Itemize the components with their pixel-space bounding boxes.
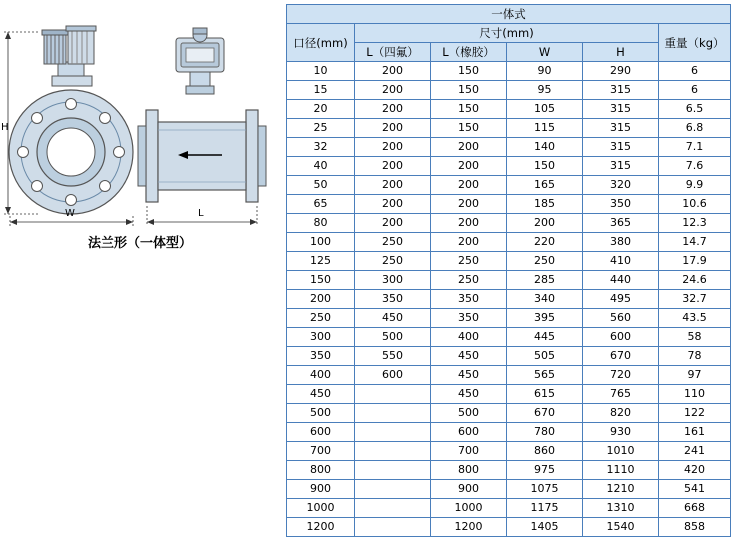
- table-row: [287, 176, 731, 195]
- cell-l-rubber: 900: [431, 480, 507, 499]
- table-row: [287, 328, 731, 347]
- cell-h: 1210: [583, 480, 659, 499]
- column-header-l-rubber: L（橡胶）: [431, 43, 507, 62]
- cell-w: 200: [507, 214, 583, 233]
- table-row: [287, 62, 731, 81]
- cell-l-rubber: 800: [431, 461, 507, 480]
- cell-l-rubber: 150: [431, 119, 507, 138]
- flowmeter-drawing: [0, 0, 284, 240]
- cell-w: 780: [507, 423, 583, 442]
- table-title: 一体式: [287, 5, 731, 24]
- cell-diameter: 300: [287, 328, 355, 347]
- cell-diameter: 700: [287, 442, 355, 461]
- cell-l-ptfe: [355, 499, 431, 518]
- cell-diameter: 150: [287, 271, 355, 290]
- cell-l-ptfe: 550: [355, 347, 431, 366]
- cell-w: 975: [507, 461, 583, 480]
- cell-weight: 14.7: [659, 233, 731, 252]
- cell-h: 670: [583, 347, 659, 366]
- cell-l-rubber: 500: [431, 404, 507, 423]
- column-group-header-size: 尺寸(mm): [355, 24, 659, 43]
- cell-diameter: 350: [287, 347, 355, 366]
- cell-weight: 12.3: [659, 214, 731, 233]
- cell-h: 320: [583, 176, 659, 195]
- cell-w: 115: [507, 119, 583, 138]
- cell-l-ptfe: 200: [355, 176, 431, 195]
- cell-diameter: 900: [287, 480, 355, 499]
- cell-l-ptfe: 300: [355, 271, 431, 290]
- cell-w: 445: [507, 328, 583, 347]
- cell-diameter: 200: [287, 290, 355, 309]
- cell-h: 315: [583, 119, 659, 138]
- cell-weight: 6: [659, 81, 731, 100]
- table-row: [287, 271, 731, 290]
- cell-weight: 6.8: [659, 119, 731, 138]
- cell-diameter: 500: [287, 404, 355, 423]
- cell-h: 365: [583, 214, 659, 233]
- cell-diameter: 10: [287, 62, 355, 81]
- spec-table: [286, 4, 731, 537]
- cell-weight: 6: [659, 62, 731, 81]
- table-row: [287, 347, 731, 366]
- cell-l-rubber: 450: [431, 385, 507, 404]
- cell-l-rubber: 200: [431, 176, 507, 195]
- cell-l-ptfe: 200: [355, 157, 431, 176]
- column-header-diameter: 口径(mm): [287, 24, 355, 62]
- cell-h: 315: [583, 138, 659, 157]
- table-row: [287, 138, 731, 157]
- cell-weight: 17.9: [659, 252, 731, 271]
- cell-diameter: 50: [287, 176, 355, 195]
- cell-l-rubber: 250: [431, 271, 507, 290]
- cell-diameter: 80: [287, 214, 355, 233]
- spec-table-container: [286, 4, 730, 537]
- spec-table-body: [287, 62, 731, 537]
- cell-l-rubber: 600: [431, 423, 507, 442]
- cell-l-ptfe: 350: [355, 290, 431, 309]
- table-row: [287, 119, 731, 138]
- cell-h: 315: [583, 81, 659, 100]
- table-row: [287, 385, 731, 404]
- cell-l-ptfe: [355, 404, 431, 423]
- cell-l-ptfe: 500: [355, 328, 431, 347]
- column-header-h: H: [583, 43, 659, 62]
- cell-l-rubber: 450: [431, 347, 507, 366]
- cell-weight: 122: [659, 404, 731, 423]
- table-row: [287, 404, 731, 423]
- table-row: [287, 195, 731, 214]
- cell-weight: 24.6: [659, 271, 731, 290]
- cell-l-rubber: 350: [431, 309, 507, 328]
- cell-weight: 7.1: [659, 138, 731, 157]
- cell-h: 1010: [583, 442, 659, 461]
- cell-diameter: 125: [287, 252, 355, 271]
- flowmeter-body-side-view: [138, 110, 266, 202]
- cell-l-rubber: 250: [431, 252, 507, 271]
- cell-w: 565: [507, 366, 583, 385]
- cell-l-ptfe: 600: [355, 366, 431, 385]
- cell-l-ptfe: [355, 461, 431, 480]
- cell-l-ptfe: [355, 423, 431, 442]
- cell-l-ptfe: [355, 385, 431, 404]
- table-row: [287, 461, 731, 480]
- cell-l-ptfe: 200: [355, 100, 431, 119]
- cell-h: 290: [583, 62, 659, 81]
- cell-h: 440: [583, 271, 659, 290]
- table-row: [287, 442, 731, 461]
- cell-weight: 241: [659, 442, 731, 461]
- cell-w: 105: [507, 100, 583, 119]
- cell-weight: 541: [659, 480, 731, 499]
- cell-w: 95: [507, 81, 583, 100]
- table-row: [287, 157, 731, 176]
- column-header-weight: 重量（kg）: [659, 24, 731, 62]
- cell-l-ptfe: 450: [355, 309, 431, 328]
- cell-w: 90: [507, 62, 583, 81]
- cell-w: 250: [507, 252, 583, 271]
- cell-w: 1175: [507, 499, 583, 518]
- cell-l-ptfe: 200: [355, 138, 431, 157]
- table-row: [287, 100, 731, 119]
- cell-diameter: 1200: [287, 518, 355, 537]
- dimension-label-l: L: [198, 208, 204, 219]
- cell-diameter: 250: [287, 309, 355, 328]
- cell-diameter: 15: [287, 81, 355, 100]
- cell-diameter: 32: [287, 138, 355, 157]
- table-row: [287, 366, 731, 385]
- cell-w: 340: [507, 290, 583, 309]
- cell-weight: 58: [659, 328, 731, 347]
- cell-diameter: 450: [287, 385, 355, 404]
- cell-h: 495: [583, 290, 659, 309]
- cell-weight: 97: [659, 366, 731, 385]
- cell-w: 150: [507, 157, 583, 176]
- cell-w: 140: [507, 138, 583, 157]
- cell-h: 600: [583, 328, 659, 347]
- cell-weight: 43.5: [659, 309, 731, 328]
- cell-l-rubber: 150: [431, 62, 507, 81]
- cell-diameter: 1000: [287, 499, 355, 518]
- cell-weight: 6.5: [659, 100, 731, 119]
- dimension-label-h: H: [1, 122, 9, 133]
- cell-w: 505: [507, 347, 583, 366]
- cell-l-ptfe: 200: [355, 195, 431, 214]
- cell-l-rubber: 350: [431, 290, 507, 309]
- cell-w: 1405: [507, 518, 583, 537]
- table-group-header-row: [287, 24, 731, 43]
- cell-weight: 78: [659, 347, 731, 366]
- figure-caption: 法兰形（一体型）: [87, 236, 192, 251]
- converter-right-view: [176, 28, 224, 94]
- cell-w: 285: [507, 271, 583, 290]
- cell-weight: 161: [659, 423, 731, 442]
- cell-l-rubber: 200: [431, 195, 507, 214]
- cell-l-rubber: 200: [431, 157, 507, 176]
- cell-l-ptfe: [355, 518, 431, 537]
- table-row: [287, 518, 731, 537]
- cell-l-rubber: 200: [431, 214, 507, 233]
- cell-l-rubber: 450: [431, 366, 507, 385]
- cell-weight: 858: [659, 518, 731, 537]
- table-row: [287, 233, 731, 252]
- cell-h: 315: [583, 100, 659, 119]
- cell-weight: 668: [659, 499, 731, 518]
- table-row: [287, 309, 731, 328]
- cell-h: 765: [583, 385, 659, 404]
- cell-w: 860: [507, 442, 583, 461]
- table-title-row: [287, 5, 731, 24]
- cell-w: 1075: [507, 480, 583, 499]
- dimension-label-w: W: [65, 208, 75, 219]
- cell-l-ptfe: [355, 480, 431, 499]
- cell-h: 930: [583, 423, 659, 442]
- cell-h: 560: [583, 309, 659, 328]
- cell-w: 670: [507, 404, 583, 423]
- cell-h: 820: [583, 404, 659, 423]
- column-header-w: W: [507, 43, 583, 62]
- cell-w: 185: [507, 195, 583, 214]
- cell-weight: 32.7: [659, 290, 731, 309]
- column-header-l-ptfe: L（四氟）: [355, 43, 431, 62]
- cell-l-rubber: 200: [431, 138, 507, 157]
- table-row: [287, 290, 731, 309]
- cell-diameter: 600: [287, 423, 355, 442]
- table-row: [287, 81, 731, 100]
- cell-l-rubber: 400: [431, 328, 507, 347]
- cell-h: 350: [583, 195, 659, 214]
- table-row: [287, 499, 731, 518]
- spec-table-head: [287, 5, 731, 62]
- product-illustration: [0, 0, 284, 552]
- table-row: [287, 252, 731, 271]
- converter-left-view: [42, 26, 96, 76]
- table-row: [287, 480, 731, 499]
- cell-diameter: 800: [287, 461, 355, 480]
- cell-w: 165: [507, 176, 583, 195]
- cell-l-ptfe: 200: [355, 81, 431, 100]
- cell-h: 1110: [583, 461, 659, 480]
- cell-l-ptfe: 250: [355, 233, 431, 252]
- cell-weight: 7.6: [659, 157, 731, 176]
- cell-diameter: 100: [287, 233, 355, 252]
- cell-l-rubber: 700: [431, 442, 507, 461]
- cell-w: 615: [507, 385, 583, 404]
- cell-h: 720: [583, 366, 659, 385]
- cell-l-rubber: 150: [431, 100, 507, 119]
- cell-diameter: 20: [287, 100, 355, 119]
- cell-diameter: 400: [287, 366, 355, 385]
- cell-w: 395: [507, 309, 583, 328]
- cell-l-rubber: 1000: [431, 499, 507, 518]
- cell-h: 410: [583, 252, 659, 271]
- cell-weight: 10.6: [659, 195, 731, 214]
- cell-l-ptfe: 200: [355, 214, 431, 233]
- cell-weight: 110: [659, 385, 731, 404]
- cell-diameter: 65: [287, 195, 355, 214]
- cell-w: 220: [507, 233, 583, 252]
- cell-diameter: 40: [287, 157, 355, 176]
- cell-l-rubber: 150: [431, 81, 507, 100]
- cell-h: 1540: [583, 518, 659, 537]
- cell-l-rubber: 1200: [431, 518, 507, 537]
- cell-l-ptfe: [355, 442, 431, 461]
- table-row: [287, 214, 731, 233]
- table-row: [287, 423, 731, 442]
- cell-h: 380: [583, 233, 659, 252]
- flange-face: [9, 76, 133, 214]
- cell-h: 1310: [583, 499, 659, 518]
- cell-l-ptfe: 200: [355, 119, 431, 138]
- cell-diameter: 25: [287, 119, 355, 138]
- cell-l-ptfe: 200: [355, 62, 431, 81]
- cell-l-ptfe: 250: [355, 252, 431, 271]
- cell-weight: 9.9: [659, 176, 731, 195]
- cell-l-rubber: 200: [431, 233, 507, 252]
- cell-weight: 420: [659, 461, 731, 480]
- cell-h: 315: [583, 157, 659, 176]
